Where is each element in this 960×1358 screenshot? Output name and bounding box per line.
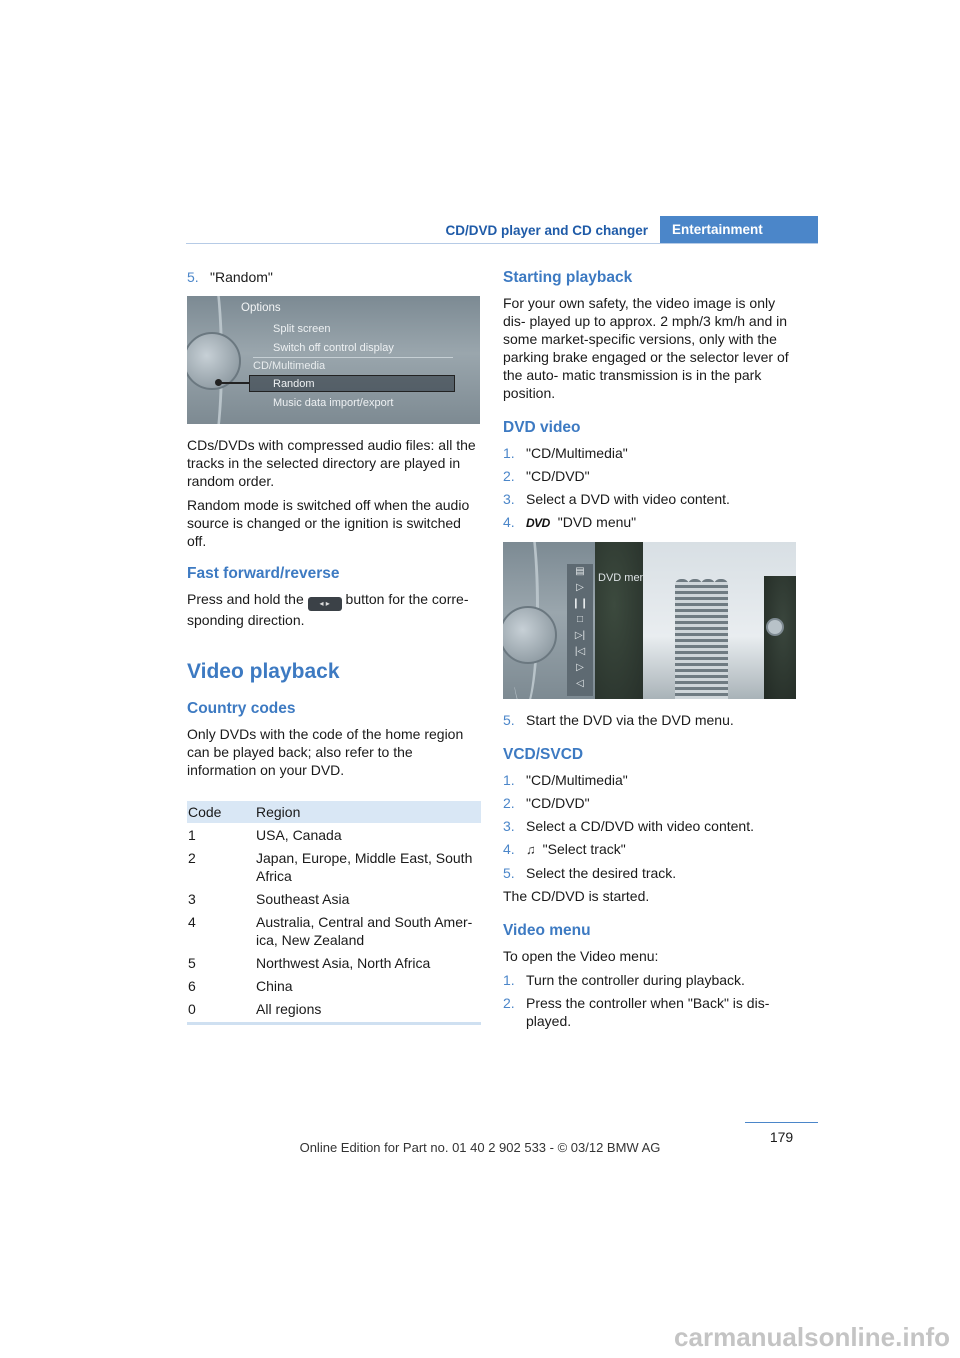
note-icon: ♫ [526,842,536,857]
step-text: "Random" [210,269,273,285]
region-cell: Australia, Central and South Amer- ica, New Zealand [256,914,473,948]
code-cell: 6 [188,978,196,994]
column-header-code: Code [188,804,222,820]
option-section-cd-multimedia: CD/Multimedia [253,360,326,372]
fast-forward-text-a: Press and hold the [187,591,304,607]
tower-shape [701,579,715,699]
video-playback-heading: Video playback [187,660,340,683]
step-number: 5. [187,269,199,285]
step-text: "CD/DVD" [526,468,590,484]
list-item [503,490,797,508]
starting-playback-heading: Starting playback [503,269,633,286]
table-row [187,974,481,997]
table-row [187,997,481,1020]
country-codes-text: Only DVDs with the code of the home region can be played back; also refer to the information on your DVD. [187,726,464,778]
options-screen-image [187,296,480,424]
watermark[interactable]: carmanualsonline.info [674,1322,950,1352]
step-number: 1. [503,972,515,988]
video-menu-intro: To open the Video menu: [503,948,659,964]
list-item [503,864,797,882]
dvd-control-icons [567,564,593,696]
code-cell: 4 [188,914,196,930]
list-item [503,467,797,485]
header-rule [186,243,818,244]
step-text: "CD/Multimedia" [526,772,628,788]
dvd-video-heading: DVD video [503,419,581,436]
controller-knob-icon [503,606,557,664]
region-cell: Southeast Asia [256,891,350,907]
country-codes-heading: Country codes [187,700,296,717]
code-cell: 0 [188,1001,196,1017]
step-number: 3. [503,491,515,507]
section-tab[interactable]: Entertainment [660,216,818,243]
dvd-menu-screen-image [503,542,796,699]
random-paragraph-1: CDs/DVDs with compressed audio files: all the tracks in the selected directory are played in random order. [187,437,476,489]
step-random [187,268,481,286]
step-number: 2. [503,795,515,811]
footer-edition-text: Online Edition for Part no. 01 40 2 902 533 - © 03/12 BMW AG [299,1140,661,1155]
dvd-logo-icon: DVD [526,516,550,530]
region-cell: Northwest Asia, North Africa [256,955,431,971]
fast-forward-heading: Fast forward/reverse [187,565,340,582]
region-cell: Japan, Europe, Middle East, South Africa [256,850,473,884]
table-row [187,910,481,951]
step-number: 2. [503,468,515,484]
country-codes-table [187,801,481,1025]
table-bottom-rule [187,1022,481,1025]
pointer-line [217,382,249,384]
step-text: Start the DVD via the DVD menu. [526,712,734,728]
previous-icon: |◁ [574,646,586,657]
pause-icon: ❙❙ [571,598,589,609]
step-number: 5. [503,865,515,881]
left-column [187,268,481,1025]
fast-forward-reverse-button-icon: ◂ ▸ [308,597,342,611]
option-music-data: Music data import/export [273,397,394,409]
chapter-title: CD/DVD player and CD changer [445,223,648,238]
page-number-rule [745,1122,818,1123]
step-number: 1. [503,445,515,461]
list-item [503,817,797,835]
screen-side-knob [766,618,784,636]
dvd-video-picture [595,542,796,699]
table-row [187,951,481,974]
region-cell: USA, Canada [256,827,342,843]
fast-forward-text-b: button for the corre- sponding direction. [187,591,469,628]
list-item [503,444,797,462]
list-item [503,771,797,789]
table-row [187,887,481,910]
dvd-menu-label: DVD menu [598,572,652,584]
step-text: "DVD menu" [557,514,637,530]
fast-forward-text [187,590,481,629]
vcd-result-text: The CD/DVD is started. [503,888,650,904]
slow-forward-icon: ▷ [576,662,584,673]
stop-icon: □ [576,614,584,625]
options-title: Options [241,302,281,314]
step-text: Select a CD/DVD with video content. [526,818,754,834]
step-text: Press the controller when "Back" is dis- played. [526,995,770,1029]
dvd-menu-icon: ▤ [575,566,585,577]
step-text: Select the desired track. [526,865,677,881]
page-number: 179 [769,1129,794,1145]
option-switch-off-display: Switch off control display [273,342,394,354]
right-column [503,268,797,1035]
next-icon: ▷| [574,630,586,641]
step-text: "CD/DVD" [526,795,590,811]
tower-shape [675,579,689,699]
starting-playback-text: For your own safety, the video image is only dis- played up to approx. 2 mph/3 km/h and in some market-specific versions, only with the parking brake engaged or the selector lever of the auto- matic transmission is in the park position. [503,295,789,401]
tree-shape [764,576,796,699]
tower-shape [688,579,702,699]
list-item [503,840,797,859]
step-text: Turn the controller during playback. [526,972,745,988]
option-divider [253,357,453,358]
step-text: "Select track" [542,841,626,857]
list-item [503,711,797,729]
table-row [187,823,481,846]
column-header-region: Region [256,804,301,820]
code-cell: 1 [188,827,196,843]
list-item [503,971,797,989]
region-cell: China [256,978,293,994]
step-number: 1. [503,772,515,788]
step-number: 2. [503,995,515,1011]
option-split-screen: Split screen [273,323,331,335]
step-text: "CD/Multimedia" [526,445,628,461]
tree-shape [595,542,643,699]
option-random: Random [273,378,315,390]
list-item [503,794,797,812]
slow-reverse-icon: ◁ [576,678,584,689]
vcd-svcd-heading: VCD/SVCD [503,746,584,763]
tower-shape [714,579,728,699]
code-cell: 5 [188,955,196,971]
table-row [187,846,481,887]
video-menu-heading: Video menu [503,922,591,939]
code-cell: 2 [188,850,196,866]
play-icon: ▷ [576,582,584,593]
step-number: 4. [503,841,515,857]
random-paragraph-2: Random mode is switched off when the audio source is changed or the ignition is switched off. [187,497,470,549]
list-item [503,994,797,1030]
list-item [503,513,797,532]
region-cell: All regions [256,1001,322,1017]
step-number: 3. [503,818,515,834]
step-number: 5. [503,712,515,728]
table-header [187,801,481,823]
step-text: Select a DVD with video content. [526,491,730,507]
code-cell: 3 [188,891,196,907]
step-number: 4. [503,514,515,530]
